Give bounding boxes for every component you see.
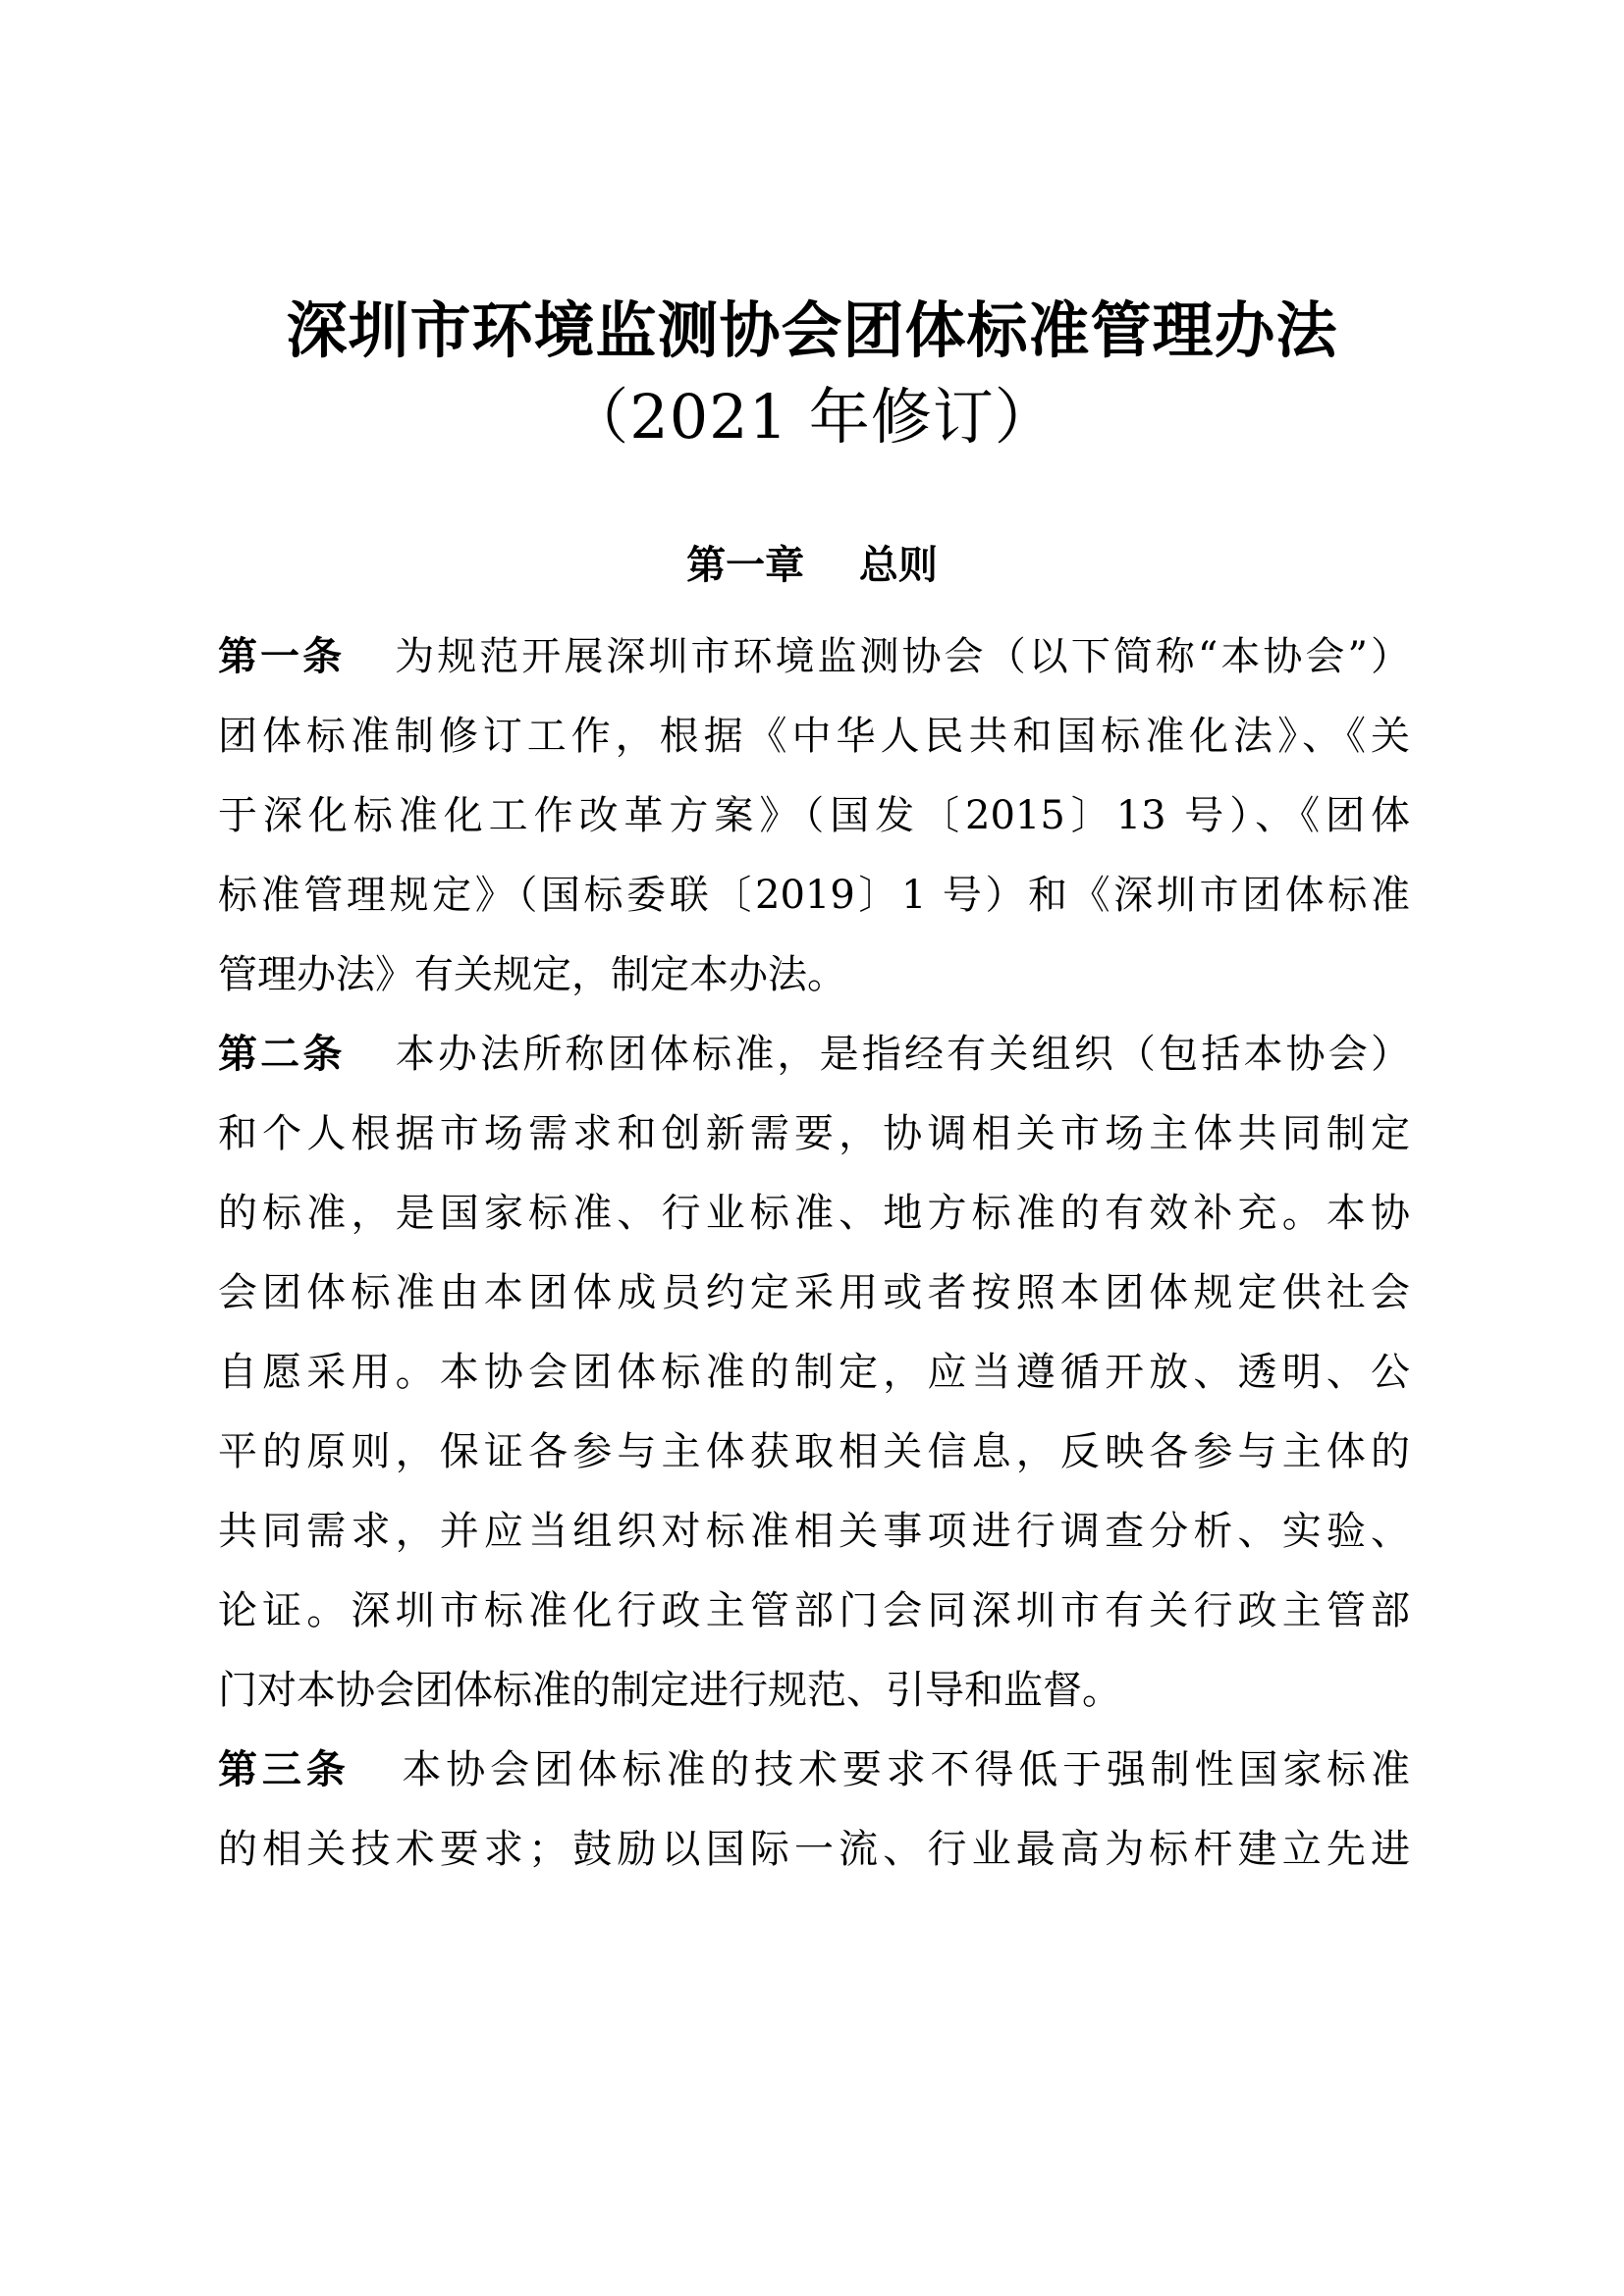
article-2-line-9: 门对本协会团体标准的制定进行规范、引导和监督。 (218, 1668, 1121, 1713)
article-3-text: 本协会团体标准的技术要求不得低于强制性国家标准 (397, 1747, 1411, 1792)
article-1-line-5: 管理办法》有关规定，制定本办法。 (218, 952, 846, 997)
chapter-number: 第一章 (686, 543, 805, 588)
article-3-label: 第三条 (218, 1747, 351, 1792)
article-3-line-1 (218, 1740, 1410, 1799)
article-2-line-3: 的标准，是国家标准、行业标准、地方标准的有效补充。本协 (218, 1191, 1410, 1236)
article-2-line-6: 平的原则，保证各参与主体获取相关信息，反映各参与主体的 (218, 1429, 1410, 1474)
article-3-line-2: 的相关技术要求；鼓励以国际一流、行业最高为标杆建立先进 (218, 1827, 1410, 1872)
article-2-line-7: 共同需求，并应当组织对标准相关事项进行调查分析、实验、 (218, 1509, 1410, 1554)
article-2-line-1 (218, 1025, 1410, 1084)
article-2-line-4: 会团体标准由本团体成员约定采用或者按照本团体规定供社会 (218, 1270, 1410, 1315)
article-2-label: 第二条 (218, 1032, 346, 1077)
article-1-line-2: 团体标准制修订工作，根据《中华人民共和国标准化法》、《关 (218, 714, 1410, 759)
article-2-line-2: 和个人根据市场需求和创新需要，协调相关市场主体共同制定 (218, 1111, 1410, 1156)
article-1-line-1 (218, 627, 1410, 686)
article-2-line-5: 自愿采用。本协会团体标准的制定，应当遵循开放、透明、公 (218, 1350, 1410, 1395)
article-2-text: 本办法所称团体标准，是指经有关组织（包括本协会） (392, 1032, 1411, 1077)
article-1-label: 第一条 (218, 634, 346, 679)
article-1-line-3: 于深化标准化工作改革方案》（国发〔2015〕13 号）、《团体 (218, 793, 1410, 838)
article-1-text: 为规范开展深圳市环境监测协会（以下简称“本协会”） (392, 634, 1410, 679)
article-2-line-8: 论证。深圳市标准化行政主管部门会同深圳市有关行政主管部 (218, 1588, 1410, 1633)
article-1-line-4: 标准管理规定》（国标委联〔2019〕1 号）和《深圳市团体标准 (218, 873, 1410, 918)
document-subtitle: （2021 年修订） (568, 381, 1056, 453)
document-title: 深圳市环境监测协会团体标准管理办法 (286, 294, 1338, 366)
chapter-heading (0, 536, 1624, 595)
chapter-name: 总则 (858, 543, 938, 588)
